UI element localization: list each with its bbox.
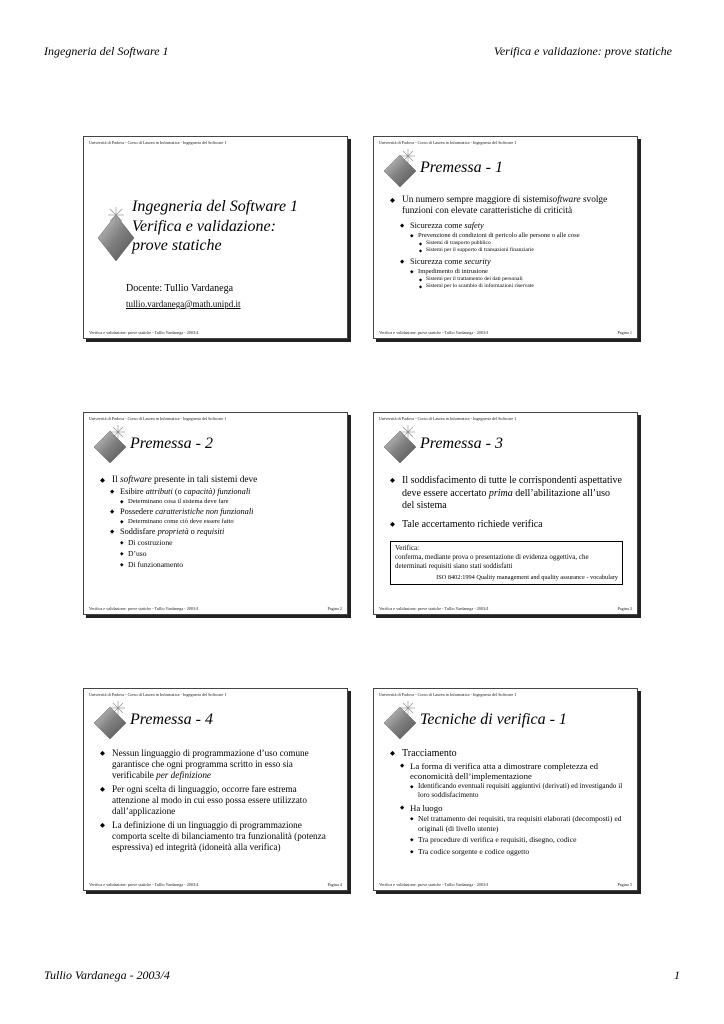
- list-item: ◆ Un numero sempre maggiore di sistemisoftware svolge funzioni con elevate caratteristiche di criticità: [390, 195, 629, 217]
- diamond-logo-icon: [382, 697, 422, 743]
- diamond-logo-icon: [92, 697, 132, 743]
- list-item: ◆ Nessun linguaggio di programmazione d’uso comune garantisce che ogni programma scritto in esso sia verificabile per definizione: [100, 748, 333, 781]
- list-item: ◆ Determinano come ciò deve essere fatto: [100, 518, 339, 526]
- list-item: ◆ Tracciamento: [390, 748, 625, 760]
- definition-box: [390, 541, 623, 585]
- list-item: ◆ Nel trattamento dei requisiti, tra requisiti elaborati (decomposti) ed originali (di livello utente): [390, 814, 625, 833]
- list-item: ◆ Ha luogo: [390, 803, 625, 813]
- page-header-left: Ingegneria del Software 1: [44, 44, 169, 58]
- diamond-logo-icon: [92, 421, 132, 467]
- slide-title: [83, 136, 348, 339]
- slide-main-title: [132, 197, 298, 256]
- slide-tecniche-verifica-1: [373, 688, 638, 891]
- slide-page-number: Pagina 3: [617, 606, 632, 611]
- slide-university: Università di Padova - Corso di Laurea in Informatica - Ingegneria del Software 1: [379, 692, 517, 697]
- list-item: ◆ Tale accertamento richiede verifica: [390, 519, 623, 532]
- slide-page-number: Pagina 4: [327, 882, 342, 887]
- slide-university: Università di Padova - Corso di Laurea in Informatica - Ingegneria del Software 1: [379, 416, 517, 421]
- list-item: ◆ Sicurezza come safety: [390, 221, 629, 231]
- bullet-list: [390, 193, 629, 290]
- page-header-right: Verifica e validazione: prove statiche: [493, 44, 672, 58]
- list-item: ◆ Determinano cosa il sistema deve fare: [100, 498, 339, 506]
- slide-premessa-3: [373, 412, 638, 615]
- list-item: ◆ Di funzionamento: [100, 560, 339, 570]
- list-item: ◆ Sistemi per lo scambio di informazioni riservate: [390, 283, 629, 290]
- list-item: ◆ Identificando eventuali requisiti aggiuntivi (derivati) ed investigando il loro soddisfacimento: [390, 782, 625, 800]
- list-item: ◆ D’uso: [100, 549, 339, 559]
- slide-premessa-4: [83, 688, 348, 891]
- title-line: prove statiche: [132, 237, 222, 254]
- list-item: ◆ Sicurezza come security: [390, 257, 629, 267]
- title-line: Verifica e validazione:: [132, 217, 276, 235]
- slide-page-number: Pagina 5: [617, 882, 632, 887]
- list-item: ◆ La definizione di un linguaggio di programmazione comporta scelte di bilanciamento tra funzionalità (potenza espressiva) ed integrità (idoneità alla verifica): [100, 820, 333, 853]
- definition-text: conferma, mediante prova o presentazione di evidenza oggettiva, che determinati requisiti siano stati soddisfatti: [395, 553, 589, 570]
- list-item: ◆ Il software presente in tali sistemi deve: [100, 475, 339, 486]
- list-item: ◆ Impedimento di intrusione: [390, 268, 629, 276]
- definition-reference: ISO 8402:1994 Quality management and quality assurance - vocabulary: [436, 574, 618, 581]
- list-item: ◆ Sistemi per il supporto di transazioni finanziarie: [390, 247, 629, 254]
- bullet-list: [390, 473, 623, 531]
- page-number: 1: [674, 968, 680, 982]
- slide-footer: Verifica e validazione: prove statiche - Tullio Vardanega - 2003/4: [379, 330, 489, 335]
- definition-heading: Verifica:: [395, 544, 420, 552]
- slide-university: Università di Padova - Corso di Laurea in Informatica - Ingegneria del Software 1: [89, 692, 227, 697]
- slide-heading: Premessa - 4: [130, 711, 213, 728]
- author: Docente: Tullio Vardanega: [126, 283, 234, 294]
- list-item: ◆ Il soddisfacimento di tutte le corrispondenti aspettative deve essere accertato prima dell’abilitazione all’uso del sistema: [390, 475, 623, 513]
- list-item: ◆ Tra procedure di verifica e requisiti, disegno, codice: [390, 835, 625, 845]
- slide-footer: Verifica e validazione: prove statiche - Tullio Vardanega - 2003/4: [89, 330, 199, 335]
- list-item: ◆ Possedere caratteristiche non funzionali: [100, 507, 339, 517]
- list-item: ◆ Soddisfare proprietà o requisiti: [100, 527, 339, 537]
- slide-university: Università di Padova - Corso di Laurea in Informatica - Ingegneria del Software 1: [89, 416, 227, 421]
- slide-footer: Verifica e validazione: prove statiche - Tullio Vardanega - 2003/4: [379, 606, 489, 611]
- bullet-list: [390, 746, 625, 856]
- slide-university: Università di Padova - Corso di Laurea in Informatica - Ingegneria del Software 1: [379, 140, 517, 145]
- slide-footer: Verifica e validazione: prove statiche - Tullio Vardanega - 2003/4: [379, 882, 489, 887]
- list-item: ◆ Esibire attributi (o capacità) funzionali: [100, 487, 339, 497]
- email-link[interactable]: tullio.vardanega@math.unipd.it: [126, 299, 241, 309]
- slide-heading: Premessa - 1: [420, 159, 503, 176]
- list-item: ◆ La forma di verifica atta a dimostrare completezza ed economicità dell’implementazione: [390, 761, 625, 781]
- slide-university: Università di Padova - Corso di Laurea in Informatica - Ingegneria del Software 1: [89, 140, 227, 145]
- page-footer-left: Tullio Vardanega - 2003/4: [44, 968, 170, 982]
- diamond-logo-icon: [382, 145, 422, 191]
- list-item: ◆ Sistemi di trasporto pubblico: [390, 240, 629, 247]
- list-item: ◆ Prevenzione di condizioni di pericolo alle persone o alle cose: [390, 232, 629, 240]
- list-item: ◆ Sistemi per il trattamento dei dati personali: [390, 276, 629, 283]
- slide-footer: Verifica e validazione: prove statiche - Tullio Vardanega - 2003/4: [89, 882, 199, 887]
- slide-heading: Premessa - 2: [130, 435, 213, 452]
- bullet-list: [100, 473, 339, 570]
- slide-heading: Tecniche di verifica - 1: [420, 711, 567, 728]
- slide-premessa-2: [83, 412, 348, 615]
- list-item: ◆ Per ogni scelta di linguaggio, occorre fare estrema attenzione al modo in cui esso possa essere utilizzato dall’applicazione: [100, 784, 333, 817]
- slide-page-number: Pagina 1: [617, 330, 632, 335]
- title-line: Ingegneria del Software 1: [132, 198, 299, 215]
- slide-page-number: Pagina 2: [327, 606, 342, 611]
- slide-heading: Premessa - 3: [420, 435, 503, 452]
- slide-premessa-1: [373, 136, 638, 339]
- diamond-logo-icon: [382, 421, 422, 467]
- list-item: ◆ Di costruzione: [100, 538, 339, 548]
- slide-footer: Verifica e validazione: prove statiche - Tullio Vardanega - 2003/4: [89, 606, 199, 611]
- list-item: ◆ Tra codice sorgente e codice oggetto: [390, 847, 625, 857]
- bullet-list: [100, 746, 333, 853]
